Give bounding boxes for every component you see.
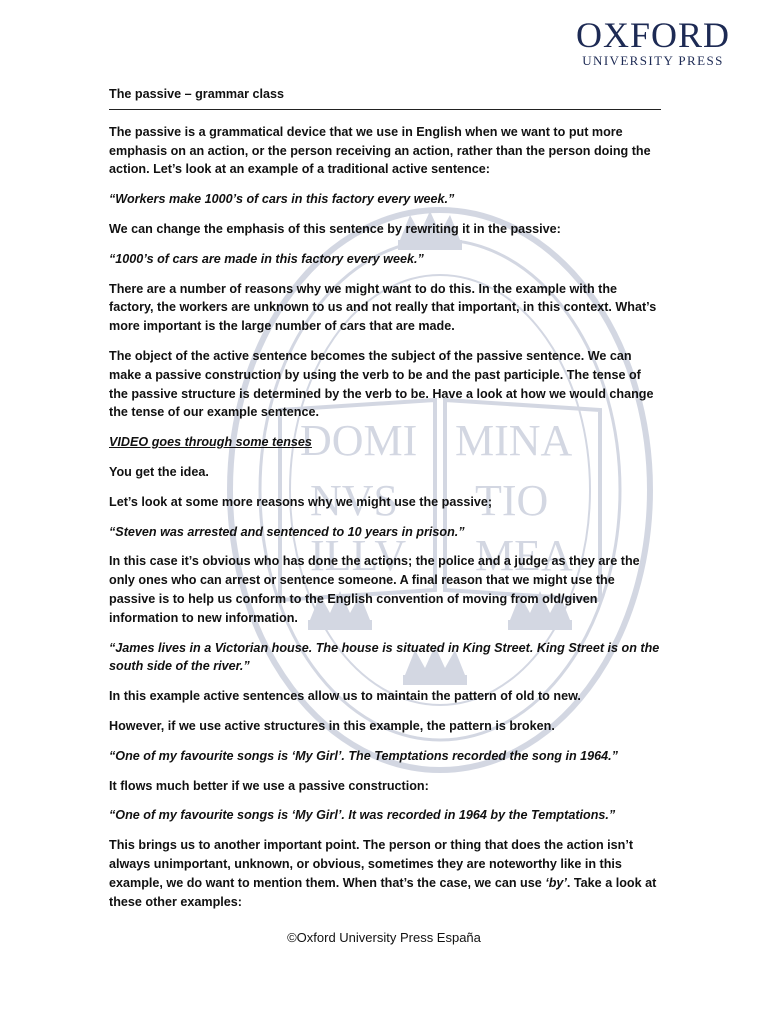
paragraph: You get the idea. xyxy=(109,464,209,479)
oxford-university-press-logo xyxy=(576,16,730,68)
crest-book-text: TIO xyxy=(475,476,549,525)
paragraph: The object of the active sentence becomes the subject of the passive sentence. We can make a passive construction by using the verb to be and the past participle. The tense of the passive structure is determined by the verb to be. Have a look at how we would change the tense of our example sentence. xyxy=(109,348,654,420)
logo-main-text: OXFORD xyxy=(575,15,730,55)
paragraph-text: . Take a look at these other examples: xyxy=(109,875,657,909)
example-quote: “Workers make 1000’s of cars in this factory every week.” xyxy=(109,192,455,207)
example-quote: “One of my favourite songs is ‘My Girl’. It was recorded in 1964 by the Temptations.” xyxy=(109,808,616,823)
example-quote: “James lives in a Victorian house. The house is situated in King Street. King Street is on the south side of the river.” xyxy=(109,640,660,674)
emphasis-by: ‘by’ xyxy=(545,875,567,890)
crest-book-text: MINA xyxy=(455,416,573,465)
example-quote: “Steven was arrested and sentenced to 10 years in prison.” xyxy=(109,524,465,539)
example-quote: “1000’s of cars are made in this factory every week.” xyxy=(109,251,424,266)
document-title: The passive – grammar class xyxy=(109,85,661,110)
crest-book-text: MEA xyxy=(475,531,573,580)
paragraph: It flows much better if we use a passive construction: xyxy=(109,778,429,793)
paragraph: In this case it’s obvious who has done the actions; the police and a judge as they are the only ones who can arrest or sentence someone. A final reason that we might use the passive is to help us conform to the English convention of moving from old/given information to new information. xyxy=(109,554,640,625)
paragraph: We can change the emphasis of this sentence by rewriting it in the passive: xyxy=(109,221,561,236)
paragraph: There are a number of reasons why we might want to do this. In the example with the factory, the workers are unknown to us and not really that important, in this context. What’s more important is the large number of cars that are made. xyxy=(109,281,657,334)
logo-sub-text: UNIVERSITY PRESS xyxy=(582,53,724,68)
video-note: VIDEO goes through some tenses xyxy=(109,435,312,450)
paragraph-text: This brings us to another important point. The person or thing that does the action isn’t always unimportant, unknown, or obvious, sometimes they are noteworthy like in this example, we do want to mention them. When that’s the case, we can use xyxy=(109,838,634,890)
crest-book-text: DOMI xyxy=(300,416,418,465)
paragraph xyxy=(109,836,661,911)
copyright-footer: ©Oxford University Press España xyxy=(287,930,481,945)
paragraph: In this example active sentences allow us to maintain the pattern of old to new. xyxy=(109,689,581,704)
crest-book-text: NVS xyxy=(310,476,399,525)
paragraph: Let’s look at some more reasons why we might use the passive; xyxy=(109,494,493,509)
paragraph: However, if we use active structures in this example, the pattern is broken. xyxy=(109,718,555,733)
example-quote: “One of my favourite songs is ‘My Girl’. The Temptations recorded the song in 1964.” xyxy=(109,748,618,763)
document-body xyxy=(109,85,661,922)
crest-book-text: ILLV xyxy=(310,531,407,580)
paragraph: The passive is a grammatical device that we use in English when we want to put more emphasis on an action, or the person receiving an action, rather than the person doing the action. Let’s look at an example of a traditional active sentence: xyxy=(109,124,651,177)
